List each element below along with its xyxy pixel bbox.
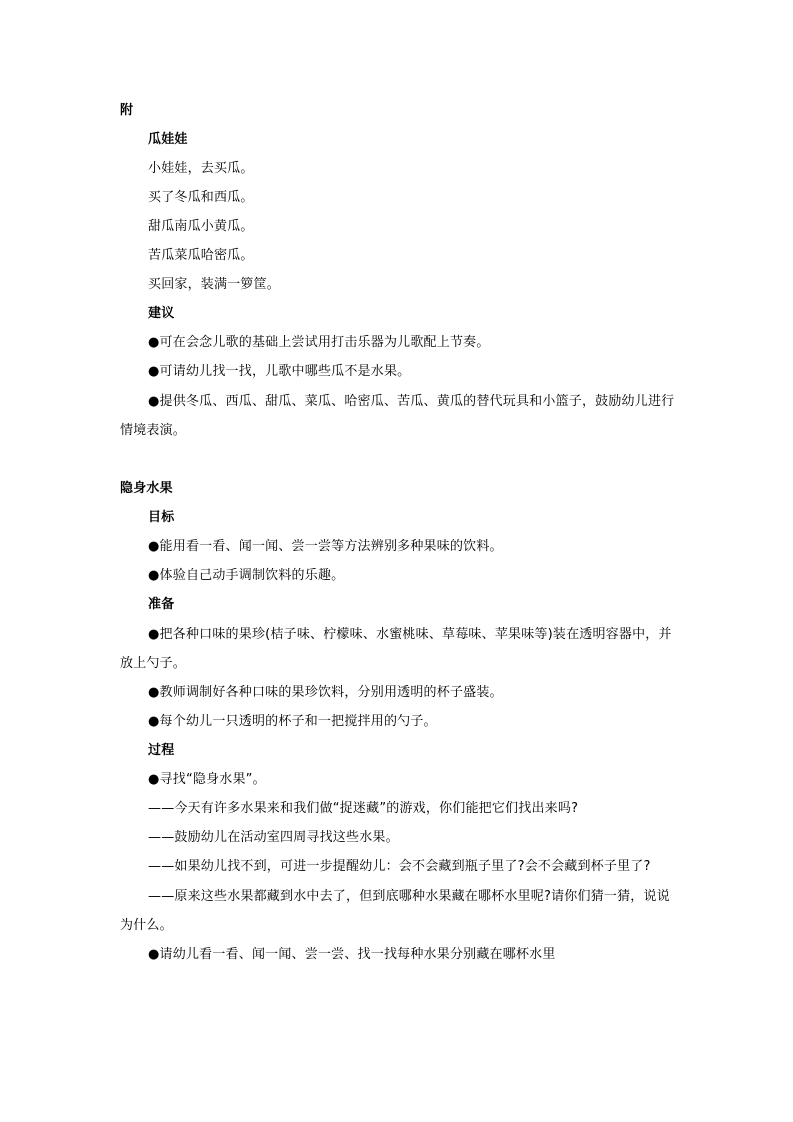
- process-item: ——鼓励幼儿在活动室四周寻找这些水果。: [148, 830, 399, 845]
- suggestions-heading: 建议: [148, 306, 175, 321]
- song-line: 甜瓜南瓜小黄瓜。: [148, 219, 254, 234]
- preparation-item-continuation: 放上勺子。: [120, 656, 187, 671]
- appendix-heading: 附: [120, 103, 134, 118]
- song-line: 买了冬瓜和西瓜。: [148, 190, 254, 205]
- section-title: 隐身水果: [120, 481, 173, 496]
- process-item-continuation: 为什么。: [120, 918, 173, 933]
- suggestion-item: ●提供冬瓜、西瓜、甜瓜、菜瓜、哈密瓜、苦瓜、黄瓜的替代玩具和小篮子，鼓励幼儿进行: [148, 394, 675, 409]
- process-heading: 过程: [148, 743, 175, 758]
- goal-item: ●体验自己动手调制饮料的乐趣。: [148, 568, 345, 583]
- process-item: ●寻找“隐身水果”。: [148, 772, 266, 787]
- preparation-item: ●教师调制好各种口味的果珍饮料，分别用透明的杯子盛装。: [148, 685, 503, 700]
- suggestion-item: ●可请幼儿找一找，儿歌中哪些瓜不是水果。: [148, 364, 411, 379]
- process-item: ——今天有许多水果来和我们做“捉迷藏”的游戏，你们能把它们找出来吗?: [148, 801, 579, 816]
- song-title: 瓜娃娃: [148, 132, 188, 147]
- suggestion-item-continuation: 情境表演。: [120, 423, 187, 438]
- process-item: ——如果幼儿找不到，可进一步提醒幼儿：会不会藏到瓶子里了?会不会藏到杯子里了?: [148, 859, 651, 874]
- preparation-item: ●每个幼儿一只透明的杯子和一把搅拌用的勺子。: [148, 714, 437, 729]
- song-line: 小娃娃，去买瓜。: [148, 161, 254, 176]
- goals-heading: 目标: [148, 510, 175, 525]
- song-line: 买回家，装满一箩筐。: [148, 277, 281, 292]
- process-item: ●请幼儿看一看、闻一闻、尝一尝、找一找每种水果分别藏在哪杯水里: [148, 947, 556, 962]
- goal-item: ●能用看一看、闻一闻、尝一尝等方法辨别多种果味的饮料。: [148, 539, 503, 554]
- suggestion-item: ●可在会念儿歌的基础上尝试用打击乐器为儿歌配上节奏。: [148, 335, 490, 350]
- song-line: 苦瓜菜瓜哈密瓜。: [148, 248, 254, 263]
- preparation-heading: 准备: [148, 597, 175, 612]
- process-item: ——原来这些水果都藏到水中去了，但到底哪种水果藏在哪杯水里呢?请你们猜一猜，说说: [148, 889, 670, 904]
- preparation-item: ●把各种口味的果珍(桔子味、柠檬味、水蜜桃味、草莓味、苹果味等)装在透明容器中，并: [148, 627, 672, 642]
